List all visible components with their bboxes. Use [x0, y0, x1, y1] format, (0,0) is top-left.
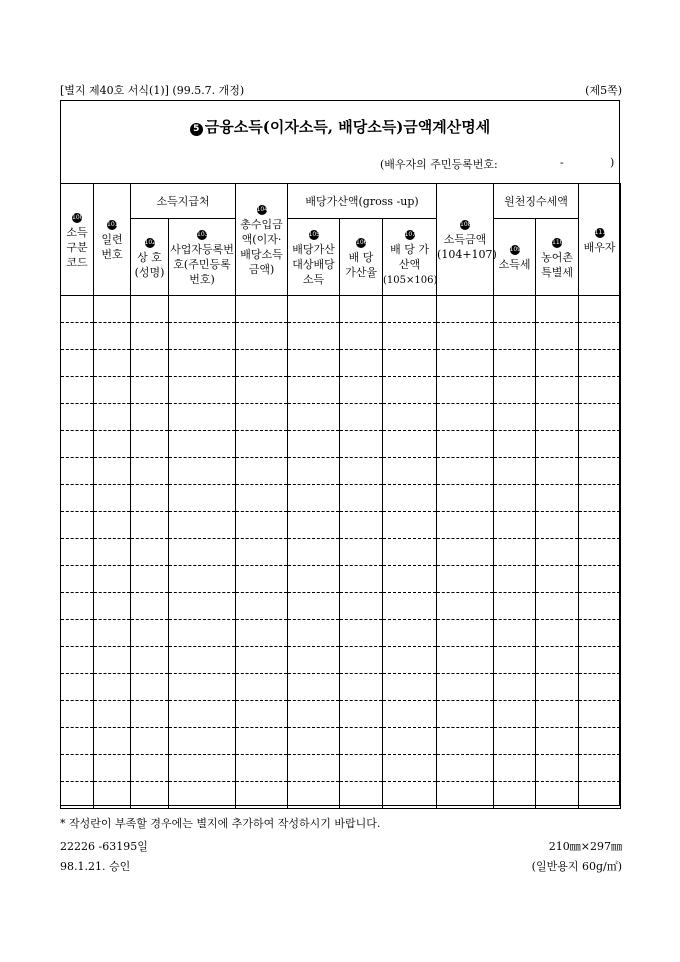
form-title-text: 금융소득(이자소득, 배당소득)금액계산명세 — [204, 118, 491, 136]
entry-cell[interactable] — [61, 458, 94, 485]
entry-cell[interactable] — [169, 755, 236, 782]
entry-cell[interactable] — [169, 593, 236, 620]
entry-cell[interactable] — [61, 593, 94, 620]
entry-cell[interactable] — [94, 755, 131, 782]
entry-cell[interactable] — [131, 404, 169, 431]
entry-cell[interactable] — [61, 512, 94, 539]
form-reference: [별지 제40호 서식(1)] (99.5.7. 개정) — [60, 84, 245, 97]
entry-cell[interactable] — [236, 782, 288, 809]
entry-cell[interactable] — [236, 323, 288, 350]
entry-cell[interactable] — [340, 404, 383, 431]
entry-cell[interactable] — [288, 404, 340, 431]
entry-cell[interactable] — [494, 539, 536, 566]
table-row — [61, 512, 621, 539]
entry-cell[interactable] — [94, 593, 131, 620]
entry-cell[interactable] — [94, 782, 131, 809]
entry-cell[interactable] — [94, 728, 131, 755]
entry-cell[interactable] — [437, 404, 494, 431]
entry-cell[interactable] — [536, 674, 579, 701]
paper-size: 210㎜×297㎜ — [548, 840, 622, 853]
entry-cell[interactable] — [579, 782, 621, 809]
entry-cell[interactable] — [536, 458, 579, 485]
table-row — [61, 350, 621, 377]
entry-cell[interactable] — [437, 539, 494, 566]
entry-cell[interactable] — [579, 728, 621, 755]
entry-cell[interactable] — [236, 647, 288, 674]
entry-cell[interactable] — [169, 782, 236, 809]
entry-cell[interactable] — [536, 782, 579, 809]
entry-cell[interactable] — [94, 512, 131, 539]
entry-cell[interactable] — [536, 539, 579, 566]
entry-cell[interactable] — [494, 350, 536, 377]
entry-cell[interactable] — [340, 701, 383, 728]
entry-cell[interactable] — [383, 458, 437, 485]
entry-cell[interactable] — [288, 728, 340, 755]
entry-cell[interactable] — [131, 350, 169, 377]
entry-cell[interactable] — [94, 539, 131, 566]
entry-cell[interactable] — [536, 755, 579, 782]
entry-cell[interactable] — [169, 674, 236, 701]
entry-cell[interactable] — [494, 431, 536, 458]
col-income-amount: 108 소득금액 (104+107) — [437, 184, 494, 296]
spouse-id-line — [380, 156, 615, 172]
entry-cell[interactable] — [340, 647, 383, 674]
entry-cell[interactable] — [536, 566, 579, 593]
entry-cell[interactable] — [383, 782, 437, 809]
entry-cell[interactable] — [61, 566, 94, 593]
entry-cell[interactable] — [383, 485, 437, 512]
col-number-icon: 106 — [356, 238, 368, 246]
entry-cell[interactable] — [288, 674, 340, 701]
entry-cell[interactable] — [288, 620, 340, 647]
entry-cell[interactable] — [288, 350, 340, 377]
entry-cell[interactable] — [494, 458, 536, 485]
entry-cell[interactable] — [131, 431, 169, 458]
entry-cell[interactable] — [169, 404, 236, 431]
table-row — [61, 323, 621, 350]
entry-cell[interactable] — [61, 674, 94, 701]
entry-cell[interactable] — [494, 647, 536, 674]
entry-cell[interactable] — [383, 404, 437, 431]
entry-cell[interactable] — [61, 350, 94, 377]
entry-cell[interactable] — [94, 647, 131, 674]
entry-cell[interactable] — [169, 458, 236, 485]
table-row — [61, 566, 621, 593]
entry-cell[interactable] — [437, 458, 494, 485]
entry-cell[interactable] — [131, 296, 169, 323]
table-row — [61, 458, 621, 485]
entry-cell[interactable] — [169, 296, 236, 323]
table-row — [61, 755, 621, 782]
entry-cell[interactable] — [437, 323, 494, 350]
entry-cell[interactable] — [131, 701, 169, 728]
entry-cell[interactable] — [236, 458, 288, 485]
entry-cell[interactable] — [383, 620, 437, 647]
entry-cell[interactable] — [383, 728, 437, 755]
entry-cell[interactable] — [579, 539, 621, 566]
footer-note: * 작성란이 부족할 경우에는 별지에 추가하여 작성하시기 바랍니다. — [60, 817, 381, 830]
entry-cell[interactable] — [494, 728, 536, 755]
entry-cell[interactable] — [536, 701, 579, 728]
col-business-name: 102 상 호 (성명) — [131, 219, 169, 296]
entry-cell[interactable] — [579, 458, 621, 485]
entry-cell[interactable] — [61, 296, 94, 323]
entry-cell[interactable] — [94, 620, 131, 647]
entry-cell[interactable] — [169, 728, 236, 755]
entry-cell[interactable] — [169, 539, 236, 566]
entry-cell[interactable] — [536, 728, 579, 755]
entry-cell[interactable] — [340, 512, 383, 539]
entry-cell[interactable] — [579, 674, 621, 701]
entry-cell[interactable] — [61, 323, 94, 350]
entry-cell[interactable] — [383, 431, 437, 458]
entry-cell[interactable] — [437, 782, 494, 809]
entry-cell[interactable] — [94, 431, 131, 458]
form-title — [60, 116, 620, 137]
entry-cell[interactable] — [236, 593, 288, 620]
entry-cell[interactable] — [169, 350, 236, 377]
entry-cell[interactable] — [494, 485, 536, 512]
entry-cell[interactable] — [340, 350, 383, 377]
entry-cell[interactable] — [131, 647, 169, 674]
entry-cell[interactable] — [61, 404, 94, 431]
entry-cell[interactable] — [579, 647, 621, 674]
entry-cell[interactable] — [536, 593, 579, 620]
entry-cell[interactable] — [383, 377, 437, 404]
entry-cell[interactable] — [536, 431, 579, 458]
entry-cell[interactable] — [131, 485, 169, 512]
col-number-icon: 108 — [460, 221, 472, 228]
entry-cell[interactable] — [131, 377, 169, 404]
entry-cell[interactable] — [236, 566, 288, 593]
entry-cell[interactable] — [340, 674, 383, 701]
entry-cell[interactable] — [437, 647, 494, 674]
entry-cell[interactable] — [61, 782, 94, 809]
entry-cell[interactable] — [61, 485, 94, 512]
entry-cell[interactable] — [236, 350, 288, 377]
col-gross-up-rate: 106 배 당 가산율 — [340, 219, 383, 296]
col-number-icon: 101 — [107, 221, 119, 228]
col-income-code: 100 소득 구분 코드 — [61, 184, 94, 296]
table-row — [61, 404, 621, 431]
entry-cell[interactable] — [536, 350, 579, 377]
group-withholding: 원천징수세액 — [494, 184, 579, 219]
entry-cell[interactable] — [61, 728, 94, 755]
entry-cell[interactable] — [383, 539, 437, 566]
entry-cell[interactable] — [536, 323, 579, 350]
entry-cell[interactable] — [61, 431, 94, 458]
entry-cell[interactable] — [340, 431, 383, 458]
entry-cell[interactable] — [536, 404, 579, 431]
entry-cell[interactable] — [579, 296, 621, 323]
entry-cell[interactable] — [131, 458, 169, 485]
entry-cell[interactable] — [383, 647, 437, 674]
entry-cell[interactable] — [437, 701, 494, 728]
entry-cell[interactable] — [94, 323, 131, 350]
entry-cell[interactable] — [437, 755, 494, 782]
col-number-icon: 111 — [594, 228, 607, 236]
entry-cell[interactable] — [340, 755, 383, 782]
entry-cell[interactable] — [494, 674, 536, 701]
col-number-icon: 102 — [144, 238, 156, 246]
entry-cell[interactable] — [236, 485, 288, 512]
col-rural-special-tax: 110 농어촌특별세 — [536, 219, 579, 296]
table-row — [61, 647, 621, 674]
entry-cell[interactable] — [579, 404, 621, 431]
page-number: (제5쪽) — [585, 84, 622, 97]
entry-cell[interactable] — [288, 539, 340, 566]
entry-cell[interactable] — [340, 323, 383, 350]
entry-cell[interactable] — [340, 566, 383, 593]
entry-cell[interactable] — [131, 593, 169, 620]
entry-cell[interactable] — [236, 512, 288, 539]
entry-cell[interactable] — [536, 485, 579, 512]
entry-cell[interactable] — [579, 323, 621, 350]
table-row — [61, 431, 621, 458]
entry-cell[interactable] — [494, 323, 536, 350]
table-row — [61, 701, 621, 728]
entry-cell[interactable] — [169, 620, 236, 647]
entry-cell[interactable] — [169, 512, 236, 539]
entry-cell[interactable] — [94, 350, 131, 377]
entry-cell[interactable] — [383, 296, 437, 323]
entry-cell[interactable] — [288, 377, 340, 404]
entry-cell[interactable] — [131, 323, 169, 350]
section-badge-icon: 5 — [190, 123, 203, 136]
entry-cell[interactable] — [536, 377, 579, 404]
entry-cell[interactable] — [131, 782, 169, 809]
entry-cell[interactable] — [340, 782, 383, 809]
entry-cell[interactable] — [437, 512, 494, 539]
table-row — [61, 620, 621, 647]
entry-cell[interactable] — [236, 404, 288, 431]
entry-cell[interactable] — [437, 431, 494, 458]
entry-cell[interactable] — [579, 485, 621, 512]
table-row — [61, 296, 621, 323]
entry-cell[interactable] — [131, 620, 169, 647]
table-row — [61, 539, 621, 566]
entry-cell[interactable] — [437, 296, 494, 323]
col-income-tax: 109 소득세 — [494, 219, 536, 296]
entry-cell[interactable] — [437, 674, 494, 701]
entry-cell[interactable] — [61, 755, 94, 782]
entry-cell[interactable] — [94, 566, 131, 593]
entry-cell[interactable] — [288, 701, 340, 728]
entry-cell[interactable] — [494, 782, 536, 809]
entry-cell[interactable] — [288, 323, 340, 350]
entry-cell[interactable] — [340, 377, 383, 404]
entry-cell[interactable] — [494, 296, 536, 323]
entry-cell[interactable] — [340, 728, 383, 755]
entry-cell[interactable] — [437, 350, 494, 377]
col-number-icon: 110 — [552, 238, 564, 246]
table-row — [61, 728, 621, 755]
entry-cell[interactable] — [94, 458, 131, 485]
entry-cell[interactable] — [288, 485, 340, 512]
entry-cell[interactable] — [169, 701, 236, 728]
entry-cell[interactable] — [536, 647, 579, 674]
entry-cell[interactable] — [494, 755, 536, 782]
entry-cell[interactable] — [340, 458, 383, 485]
entry-cell[interactable] — [131, 566, 169, 593]
entry-cell[interactable] — [94, 701, 131, 728]
entry-cell[interactable] — [383, 755, 437, 782]
entry-cell[interactable] — [437, 377, 494, 404]
entry-cell[interactable] — [383, 593, 437, 620]
col-gross-up-amount: 107 배 당 가산액 (105×106) — [383, 219, 437, 296]
entry-cell[interactable] — [288, 458, 340, 485]
table-body — [61, 296, 621, 809]
entry-cell[interactable] — [131, 539, 169, 566]
entry-cell[interactable] — [236, 296, 288, 323]
entry-cell[interactable] — [494, 593, 536, 620]
col-total-income: 104 총수입금액(이자·배당소득금액) — [236, 184, 288, 296]
paper-type: (일반용지 60g/㎡) — [531, 860, 622, 873]
entry-cell[interactable] — [437, 566, 494, 593]
col-number-icon: 104 — [256, 206, 268, 213]
entry-cell[interactable] — [340, 593, 383, 620]
col-spouse: 111 배우자 — [579, 184, 621, 296]
col-number-icon: 103 — [197, 231, 209, 238]
entry-cell[interactable] — [61, 620, 94, 647]
entry-cell[interactable] — [94, 674, 131, 701]
approval-date: 98.1.21. 승인 — [60, 860, 131, 873]
entry-cell[interactable] — [131, 512, 169, 539]
entry-cell[interactable] — [579, 620, 621, 647]
entry-cell[interactable] — [169, 377, 236, 404]
entry-cell[interactable] — [61, 539, 94, 566]
entry-cell[interactable] — [579, 377, 621, 404]
entry-cell[interactable] — [288, 782, 340, 809]
entry-cell[interactable] — [340, 296, 383, 323]
group-gross-up: 배당가산액(gross -up) — [288, 184, 437, 219]
entry-cell[interactable] — [94, 404, 131, 431]
entry-cell[interactable] — [131, 755, 169, 782]
col-number-icon: 105 — [308, 231, 320, 238]
entry-cell[interactable] — [169, 647, 236, 674]
entry-cell[interactable] — [288, 566, 340, 593]
entry-cell[interactable] — [494, 377, 536, 404]
entry-cell[interactable] — [383, 566, 437, 593]
entry-cell[interactable] — [236, 674, 288, 701]
entry-cell[interactable] — [437, 620, 494, 647]
entry-cell[interactable] — [94, 485, 131, 512]
entry-cell[interactable] — [61, 701, 94, 728]
entry-cell[interactable] — [288, 431, 340, 458]
entry-cell[interactable] — [579, 512, 621, 539]
entry-cell[interactable] — [437, 728, 494, 755]
entry-cell[interactable] — [340, 485, 383, 512]
entry-cell[interactable] — [288, 755, 340, 782]
entry-cell[interactable] — [169, 485, 236, 512]
entry-cell[interactable] — [494, 701, 536, 728]
entry-cell[interactable] — [340, 539, 383, 566]
entry-cell[interactable] — [536, 512, 579, 539]
entry-cell[interactable] — [383, 701, 437, 728]
entry-cell[interactable] — [169, 431, 236, 458]
entry-cell[interactable] — [340, 620, 383, 647]
entry-cell[interactable] — [61, 647, 94, 674]
group-payer: 소득지급처 — [131, 184, 236, 219]
entry-cell[interactable] — [131, 728, 169, 755]
entry-cell[interactable] — [494, 620, 536, 647]
entry-cell[interactable] — [288, 296, 340, 323]
entry-cell[interactable] — [236, 539, 288, 566]
entry-cell[interactable] — [61, 377, 94, 404]
entry-cell[interactable] — [437, 485, 494, 512]
entry-cell[interactable] — [169, 566, 236, 593]
col-business-reg-number: 103 사업자등록번호(주민등록번호) — [169, 219, 236, 296]
entry-cell[interactable] — [383, 350, 437, 377]
entry-cell[interactable] — [536, 620, 579, 647]
entry-cell[interactable] — [236, 701, 288, 728]
entry-cell[interactable] — [383, 512, 437, 539]
entry-cell[interactable] — [288, 647, 340, 674]
col-number-icon: 107 — [404, 230, 416, 238]
entry-cell[interactable] — [579, 755, 621, 782]
spouse-id-dash: - — [560, 156, 564, 169]
entry-cell[interactable] — [288, 512, 340, 539]
entry-cell[interactable] — [236, 431, 288, 458]
entry-cell[interactable] — [579, 701, 621, 728]
entry-cell[interactable] — [494, 404, 536, 431]
entry-cell[interactable] — [536, 296, 579, 323]
entry-cell[interactable] — [579, 593, 621, 620]
table-row — [61, 485, 621, 512]
form-code: 22226 -63195일 — [60, 840, 148, 853]
entry-cell[interactable] — [94, 377, 131, 404]
entry-cell[interactable] — [437, 593, 494, 620]
table-row — [61, 377, 621, 404]
col-number-icon: 100 — [72, 213, 84, 221]
entry-cell[interactable] — [579, 431, 621, 458]
table-row — [61, 782, 621, 809]
spouse-id-close: ) — [610, 156, 615, 169]
entry-cell[interactable] — [383, 674, 437, 701]
entry-cell[interactable] — [236, 620, 288, 647]
entry-cell[interactable] — [236, 728, 288, 755]
col-serial-number: 101 일련번호 — [94, 184, 131, 296]
entry-cell[interactable] — [579, 350, 621, 377]
col-gross-up-target: 105 배당가산대상배당소득 — [288, 219, 340, 296]
table-row — [61, 674, 621, 701]
entry-cell[interactable] — [494, 566, 536, 593]
entry-cell[interactable] — [579, 566, 621, 593]
entry-cell[interactable] — [236, 377, 288, 404]
entry-cell[interactable] — [169, 323, 236, 350]
table-row — [61, 593, 621, 620]
entry-cell[interactable] — [494, 512, 536, 539]
entry-cell[interactable] — [236, 755, 288, 782]
entry-cell[interactable] — [131, 674, 169, 701]
entry-cell[interactable] — [383, 323, 437, 350]
entry-cell[interactable] — [288, 593, 340, 620]
col-number-icon: 109 — [509, 246, 521, 253]
spouse-id-label: (배우자의 주민등록번호: — [380, 158, 498, 171]
entry-cell[interactable] — [94, 296, 131, 323]
income-table — [60, 183, 621, 809]
